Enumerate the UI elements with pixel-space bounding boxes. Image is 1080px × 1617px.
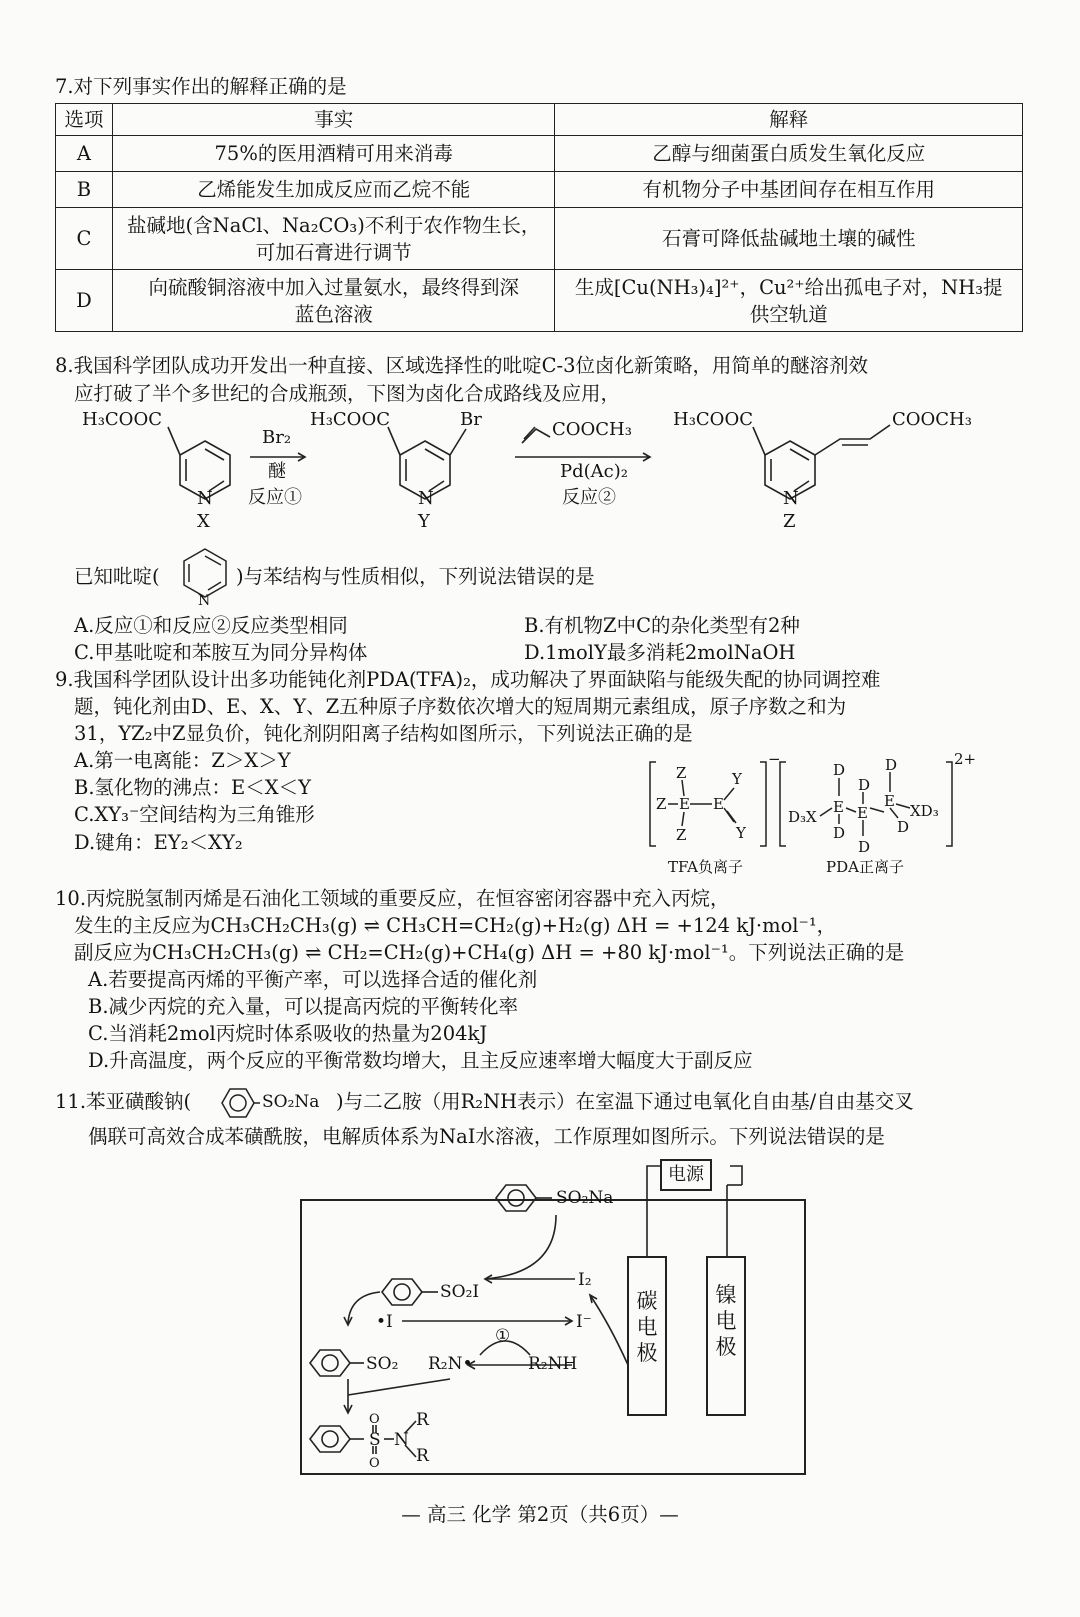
y-bromine: Br [460,409,482,430]
atom-n: N [197,488,213,509]
q7-stem: 7.对下列事实作出的解释正确的是 [55,75,347,98]
page-footer: — 高三 化学 第2页（共6页）— [401,1503,679,1526]
q8-synthesis-scheme [0,405,1080,535]
q9-stem-line: 题，钝化剂由D、E、X、Y、Z五种原子序数依次增大的短周期元素组成，原子序数之和为 [74,695,847,718]
header-explanation: 解释 [555,104,1023,136]
label-x: X [197,511,210,532]
q9-ion-structures [640,750,980,878]
row-fact: 75%的医用酒精可用来消毒 [112,136,554,172]
atom-d: D [833,761,846,779]
q11-stem-prefix: 11.苯亚磺酸钠( [55,1090,192,1113]
header-option: 选项 [56,104,113,136]
q11-stem-line: 偶联可高效合成苯磺酰胺，电解质体系为NaI水溶液，工作原理如图所示。下列说法错误的是 [88,1125,885,1148]
q10-option-a: A.若要提高丙烯的平衡产率，可以选择合适的催化剂 [88,968,538,991]
atom-e: E [833,798,844,816]
q10-stem-line: 副反应为CH₃CH₂CH₃(g) ⇌ CH₂=CH₂(g)+CH₄(g) ΔH = +80 kJ·mol⁻¹。下列说法正确的是 [74,941,905,964]
oxygen-label: O [369,1412,380,1427]
atom-d: D [858,776,871,794]
catalyst: Pd(Ac)₂ [560,461,628,482]
atom-e: E [884,792,895,810]
so2-radical-label: SO₂ [366,1354,399,1374]
nickel-electrode-label: 镍电极 [715,1283,737,1359]
row-option: A [56,136,113,172]
reagent-br2: Br₂ [262,427,292,448]
r-label: R [416,1446,429,1466]
atom-d: D [897,818,910,836]
pyridine-structure-icon [176,545,234,607]
table-row [56,136,1023,172]
atom-z: Z [676,764,687,782]
atom-y: Y [736,824,746,842]
label-y: Y [418,511,430,532]
atom-y: Y [732,770,742,788]
atom-z: Z [676,826,687,844]
alkene-chain [815,425,890,455]
sulfur-label: S [369,1430,381,1450]
benzene-ring [496,1185,536,1211]
carbon-electrode-label: 碳电极 [636,1289,658,1365]
reaction-2-label: 反应② [562,487,616,508]
q8-option-a: A.反应①和反应②反应类型相同 [74,614,348,637]
atom-d: D [858,838,871,856]
q10-stem-line: 10.丙烷脱氢制丙烯是石油化工领域的重要反应，在恒容密闭容器中充入丙烷， [55,887,730,910]
q7-table [55,103,1023,332]
pda-charge: 2+ [954,750,977,768]
expl-line: 供空轨道 [749,302,828,326]
z-substituent: H₃COOC [673,409,753,430]
step-1-label: ① [495,1326,511,1346]
row-explanation [555,270,1023,332]
row-option: D [56,270,113,332]
reagent-ether: 醚 [268,461,286,482]
benzene-ring [310,1426,350,1452]
q9-option-d: D.键角：EY₂＜XY₂ [74,831,243,854]
i2-label: I₂ [578,1270,592,1290]
oxygen-label: O [369,1456,380,1471]
row-explanation: 有机物分子中基团间存在相互作用 [555,172,1023,208]
row-option: C [56,208,113,270]
oxidation-arrow [590,1295,628,1365]
q9-option-b: B.氢化物的沸点：E＜X＜Y [74,776,312,799]
atom-d3x: D₃X [788,808,817,826]
q8-stem-line: 8.我国科学团队成功开发出一种直接、区域选择性的吡啶C-3位卤化新策略，用简单的醚溶剂效 [55,354,869,377]
benzene-icon [212,1084,260,1122]
tfa-label: TFA负离子 [668,858,743,876]
r2nh-label: R₂NH [528,1354,578,1374]
atom-d: D [885,756,898,774]
table-row [56,172,1023,208]
q8-known-suffix: )与苯结构与性质相似，下列说法错误的是 [236,565,595,588]
q11-stem-group: SO₂Na [262,1092,320,1112]
atom-e: E [713,795,724,813]
so2na-label: SO₂Na [556,1188,614,1208]
row-explanation: 石膏可降低盐碱地土壤的碱性 [555,208,1023,270]
fact-line: 向硫酸铜溶液中加入过量氨水，最终得到深 [148,275,519,299]
q11-stem-suffix: )与二乙胺（用R₂NH表示）在室温下通过电氧化自由基/自由基交叉 [336,1090,914,1113]
expl-line: 生成[Cu(NH₃)₄]²⁺，Cu²⁺给出孤电子对，NH₃提 [574,275,1003,299]
row-fact [112,208,554,270]
benzene-ring [310,1350,350,1376]
q8-option-b: B.有机物Z中C的杂化类型有2种 [524,614,800,637]
atom-e: E [679,795,690,813]
carbon-electrode [627,1256,667,1416]
table-row [56,270,1023,332]
q10-option-c: C.当消耗2mol丙烷时体系吸收的热量为204kJ [88,1022,488,1045]
row-explanation: 乙醇与细菌蛋白质发生氧化反应 [555,136,1023,172]
table-row [56,208,1023,270]
q9-option-c: C.XY₃⁻空间结构为三角锥形 [74,803,315,826]
atom-xd3: XD₃ [910,802,939,820]
power-supply: 电源 [660,1159,712,1191]
q8-known-prefix: 已知吡啶( [74,565,160,588]
x-substituent: H₃COOC [82,409,162,430]
reaction-1-label: 反应① [248,487,302,508]
reaction-arrow [485,1215,556,1279]
row-fact: 乙烯能发生加成反应而乙烷不能 [112,172,554,208]
q10-option-b: B.减少丙烷的充入量，可以提高丙烷的平衡转化率 [88,995,519,1018]
q10-option-d: D.升高温度，两个反应的平衡常数均增大，且主反应速率增大幅度大于副反应 [88,1049,753,1072]
label-z: Z [783,511,796,532]
table-row [56,104,1023,136]
fact-line: 盐碱地(含NaCl、Na₂CO₃)不利于农作物生长， [127,213,541,237]
r2n-radical-label: R₂N• [428,1354,473,1374]
pda-label: PDA正离子 [826,858,904,876]
q8-stem-line: 应打破了半个多世纪的合成瓶颈，下图为卤化合成路线及应用， [74,382,621,405]
so2i-label: SO₂I [440,1282,480,1302]
atom-e: E [857,804,868,822]
z-ester: COOCH₃ [892,409,972,430]
i-radical-label: •I [376,1312,393,1332]
q8-option-d: D.1molY最多消耗2molNaOH [524,641,796,664]
atom-n: N [418,488,434,509]
fact-line: 可加石膏进行调节 [255,240,412,264]
atom-n: N [198,593,211,607]
q9-stem-line: 31，YZ₂中Z显负价，钝化剂阴阳离子结构如图所示，下列说法正确的是 [74,722,693,745]
q10-stem-line: 发生的主反应为CH₃CH₂CH₃(g) ⇌ CH₃CH=CH₂(g)+H₂(g) ΔH = +124 kJ·mol⁻¹， [74,914,837,937]
r-label: R [416,1410,429,1430]
atom-d: D [833,824,846,842]
i-minus-label: I⁻ [576,1312,592,1332]
q9-stem-line: 9.我国科学团队设计出多功能钝化剂PDA(TFA)₂，成功解决了界面缺陷与能级失配的协同调控难 [55,668,881,691]
nitrogen-label: N [394,1430,409,1450]
q8-option-c: C.甲基吡啶和苯胺互为同分异构体 [74,641,368,664]
acrylate-ester: COOCH₃ [552,419,632,440]
row-fact [112,270,554,332]
fact-line: 蓝色溶液 [294,302,373,326]
atom-z: Z [656,795,667,813]
q9-option-a: A.第一电离能：Z＞X＞Y [74,749,291,772]
benzene-ring [382,1279,422,1305]
atom-n: N [783,488,799,509]
tfa-charge: − [768,750,781,768]
row-option: B [56,172,113,208]
y-substituent: H₃COOC [310,409,390,430]
nickel-electrode [706,1256,746,1416]
header-fact: 事实 [112,104,554,136]
